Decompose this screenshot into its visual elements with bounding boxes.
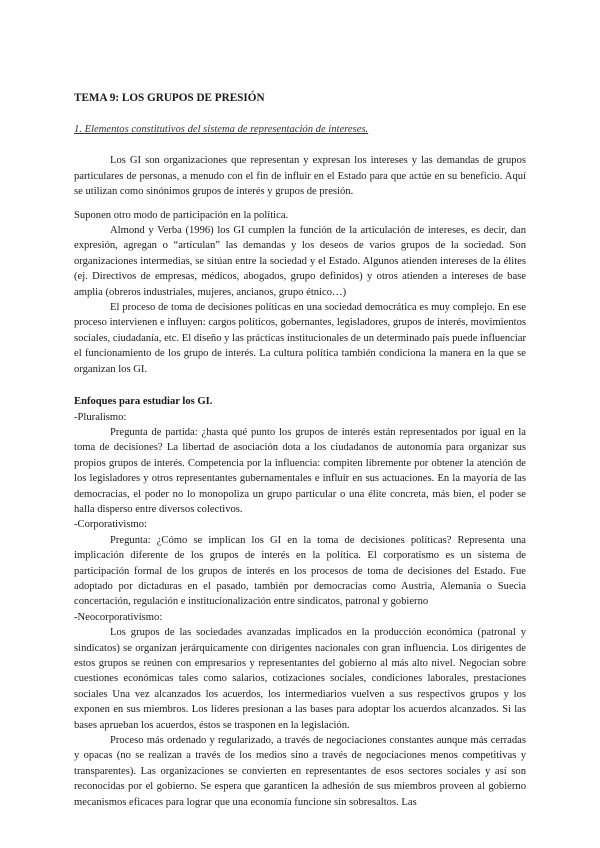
paragraph-2: Suponen otro modo de participación en la política.	[74, 209, 289, 221]
paragraph-pluralismo: Pregunta de partida: ¿hasta qué punto los grupos de interés están representados por igual en la toma de decisiones? La libertad de asociación dota a los ciudadanos de autonomía para organizar sus propios grupos de interés. Competencia por la influencia: compiten libremente por obtener la atención de los legisladores y otros representantes gubernamentales e influir en sus actuaciones. En la mayoría de las democracias, el poder no lo monopoliza un grupo particular o una élite concreta, más bien, el poder se halla disperso entre diversos colectivos.	[74, 426, 526, 515]
paragraph-neocorporativismo-1: Los grupos de las sociedades avanzadas implicados en la producción económica (patronal y sindicatos) se organizan jerárquicamente con dirigentes nacionales con gran influencia. Los dirigentes de estos grupos se reúnen con empresarios y representantes del gobierno al más alto nivel. Negocian sobre cuestiones económicas tales como salarios, cotizaciones sociales, condiciones laborales, prestaciones sociales Una vez alcanzados los acuerdos, los intermediarios vuelven a sus respectivos grupos y los exponen en sus miembros. Los líderes presionan a las bases para adoptar los acuerdos alcanzados. Si las bases aprueban los acuerdos, éstos se trasponen en la legislación.	[74, 627, 526, 731]
label-pluralismo: -Pluralismo:	[74, 411, 127, 423]
paragraph-neocorporativismo-2: Proceso más ordenado y regularizado, a través de negociaciones constantes aunque más cerradas y opacas (no se realizan a través de los medios sino a través de negociaciones menos competitivas y transparentes). Las organizaciones se convierten en representantes de esos sectores sociales y así son reconocidas por el gobierno. Se espera que garanticen la adhesión de sus miembros proveen al gobierno mecanismos eficaces para lograr que una economía funcione sin sobresaltos. Las	[74, 735, 526, 808]
paragraph-3: Almond y Verba (1996) los GI cumplen la función de la articulación de intereses, es decir, dan expresión, agregan o “articulan” las demandas y los deseos de varios grupos de la sociedad. Son organizaciones intermedias, se sitúan entre la sociedad y el Estado. Algunos atienden intereses de la élites (ej. Directivos de empresas, médicos, abogados, grupo definidos) y otros atienden a intereses de base amplia (obreros industriales, mujeres, ancianos, grupo étnico…)	[74, 225, 526, 298]
paragraph-4: El proceso de toma de decisiones políticas en una sociedad democrática es muy complejo. En ese proceso intervienen e influyen: cargos políticos, gobernantes, legisladores, grupos de interés, movimientos sociales, ciudadanía, etc. El diseño y las prácticas institucionales de un determinado país puede influenciar el funcionamiento de los grupo de interés. La cultura política también condiciona la manera en la que se organizan los GI.	[74, 302, 526, 375]
paragraph-corporativismo: Pregunta: ¿Cómo se implican los GI en la toma de decisiones políticas? Representa una implicación diferente de los grupos de interés en la política. El corporatismo es un sistema de participación formal de los grupos de interés en los procesos de toma de decisiones del Estado. Fue adoptado por dictaduras en el pasado, también por democracias como Austria, Alemania o Suecia concertación, regulación e institucionalización entre sindicatos, patronal y gobierno	[74, 534, 526, 608]
label-neocorporativismo: -Neocorporativismo:	[74, 611, 163, 623]
section-heading: 1. Elementos constitutivos del sistema de representación de intereses.	[74, 124, 369, 135]
document-body	[74, 90, 526, 810]
label-corporativismo: -Corporativismo:	[74, 519, 147, 531]
paragraph-1: Los GI son organizaciones que representan y expresan los intereses y las demandas de grupos particulares de personas, a menudo con el fin de influir en el Estado para que actúe en su beneficio. Aquí se utilizan como sinónimos grupos de interés y grupos de presión.	[74, 155, 526, 198]
subheading-enfoques: Enfoques para estudiar los GI.	[74, 396, 213, 408]
page-title: TEMA 9: LOS GRUPOS DE PRESIÓN	[74, 92, 265, 104]
